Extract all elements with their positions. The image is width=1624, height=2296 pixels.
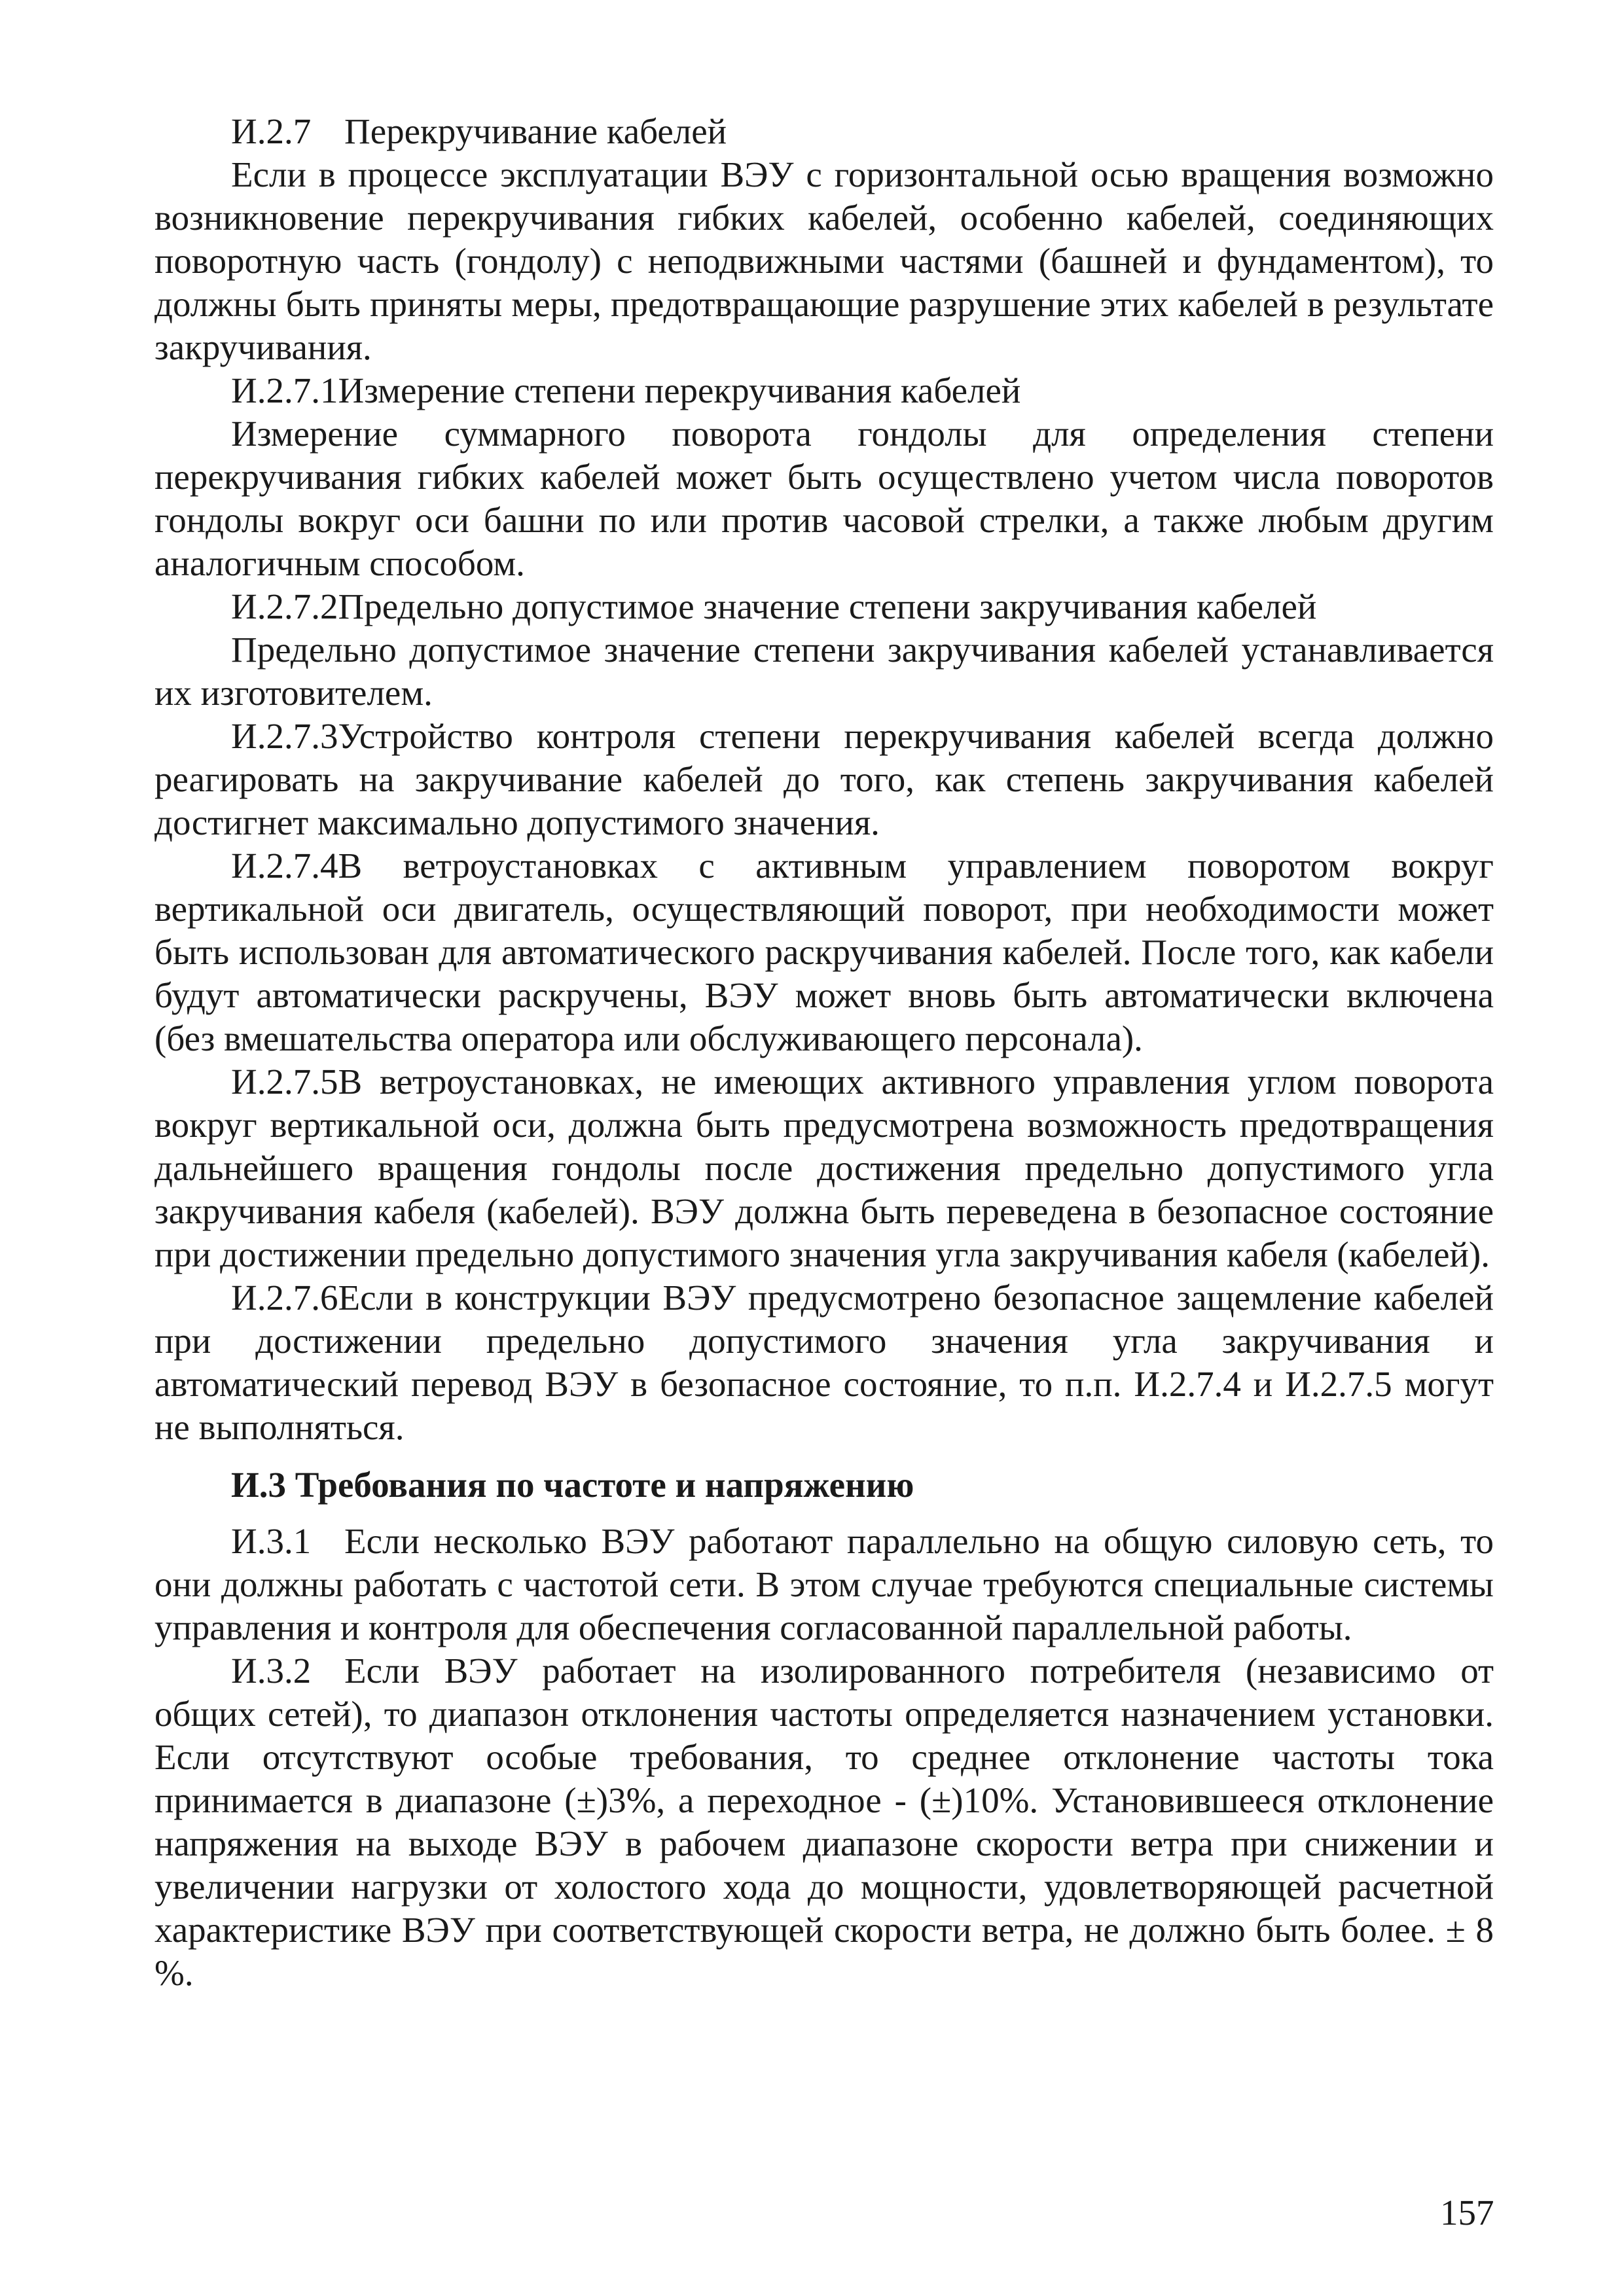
paragraph-i-2-7-4 <box>154 844 1494 1060</box>
clause-text: Если в конструкции ВЭУ предусмотрено безопасное защемление кабелей при достижении предельно допустимого значения угла закручивания и автоматический перевод ВЭУ в безопасное состояние, то п.п. И.2.7.4 и И.2.7.5 могут не выполняться. <box>154 1278 1494 1447</box>
paragraph-twist-limit: Предельно допустимое значение степени закручивания кабелей устанавливается их изготовителем. <box>154 630 1494 713</box>
clause-number: И.3.2 <box>231 1651 312 1691</box>
clause-number: И.2.7.3 <box>231 716 338 756</box>
clause-number: И.3.1 <box>231 1521 312 1561</box>
clause-number: И.2.7.5 <box>231 1062 338 1102</box>
clause-number: И.2.7.4 <box>231 846 338 886</box>
clause-text: Если несколько ВЭУ работают параллельно на общую силовую сеть, то они должны работать с частотой сети. В этом случае требуются специальные системы управления и контроля для обеспечения согласованной параллельной работы. <box>154 1521 1494 1647</box>
subsection-title: Перекручивание кабелей <box>344 111 727 151</box>
page-number: 157 <box>1440 2193 1494 2233</box>
subsection-heading-i-2-7-1 <box>154 369 1494 412</box>
clause-number: И.2.7.6 <box>231 1278 338 1318</box>
clause-text: Если ВЭУ работает на изолированного потребителя (независимо от общих сетей), то диапазон отклонения частоты определяется назначением установки. Если отсутствуют особые требования, то среднее отклонение частоты тока принимается в диапазоне (±)3%, а переходное - (±)10%. Установившееся отклонение напряжения на выходе ВЭУ в рабочем диапазоне скорости ветра при снижении и увеличении нагрузки от холостого хода до мощности, удовлетворяющей расчетной характеристике ВЭУ при соответствующей скорости ветра, не должно быть более. ± 8 %. <box>154 1651 1494 1993</box>
subsection-title: Предельно допустимое значение степени закручивания кабелей <box>338 586 1317 626</box>
subsection-number: И.2.7.1 <box>231 370 338 410</box>
paragraph-i-2-7-6 <box>154 1276 1494 1449</box>
subsection-heading-i-2-7 <box>154 110 1494 153</box>
subsection-title: Измерение степени перекручивания кабелей <box>338 370 1021 410</box>
paragraph-i-3-1 <box>154 1520 1494 1649</box>
subsection-number: И.2.7 <box>231 111 312 151</box>
paragraph-twist-measurement: Измерение суммарного поворота гондолы для определения степени перекручивания гибких кабелей может быть осуществлено учетом числа поворотов гондолы вокруг оси башни по или против часовой стрелки, а также любым другим аналогичным способом. <box>154 414 1494 583</box>
clause-text: В ветроустановках с активным управлением поворотом вокруг вертикальной оси двигатель, осуществляющий поворот, при необходимости может быть использован для автоматического раскручивания кабелей. После того, как кабели будут автоматически раскручены, ВЭУ может вновь быть автоматически включена (без вмешательства оператора или обслуживающего персонала). <box>154 846 1494 1058</box>
section-heading-i-3: И.3 Требования по частоте и напряжению <box>231 1465 914 1505</box>
clause-text: Устройство контроля степени перекручивания кабелей всегда должно реагировать на закручивание кабелей до того, как степень закручивания кабелей достигнет максимально допустимого значения. <box>154 716 1494 842</box>
document-page <box>154 110 1494 1995</box>
subsection-number: И.2.7.2 <box>231 586 338 626</box>
subsection-heading-i-2-7-2 <box>154 585 1494 628</box>
paragraph-i-2-7-3 <box>154 715 1494 844</box>
paragraph-cable-twisting: Если в процессе эксплуатации ВЭУ с горизонтальной осью вращения возможно возникновение перекручивания гибких кабелей, особенно кабелей, соединяющих поворотную часть (гондолу) с неподвижными частями (башней и фундаментом), то должны быть приняты меры, предотвращающие разрушение этих кабелей в результате закручивания. <box>154 154 1494 367</box>
paragraph-i-3-2 <box>154 1649 1494 1995</box>
clause-text: В ветроустановках, не имеющих активного управления углом поворота вокруг вертикальной оси, должна быть предусмотрена возможность предотвращения дальнейшего вращения гондолы после достижения предельно допустимого угла закручивания кабеля (кабелей). ВЭУ должна быть переведена в безопасное состояние при достижении предельно допустимого значения угла закручивания кабеля (кабелей). <box>154 1062 1494 1274</box>
paragraph-i-2-7-5 <box>154 1060 1494 1276</box>
